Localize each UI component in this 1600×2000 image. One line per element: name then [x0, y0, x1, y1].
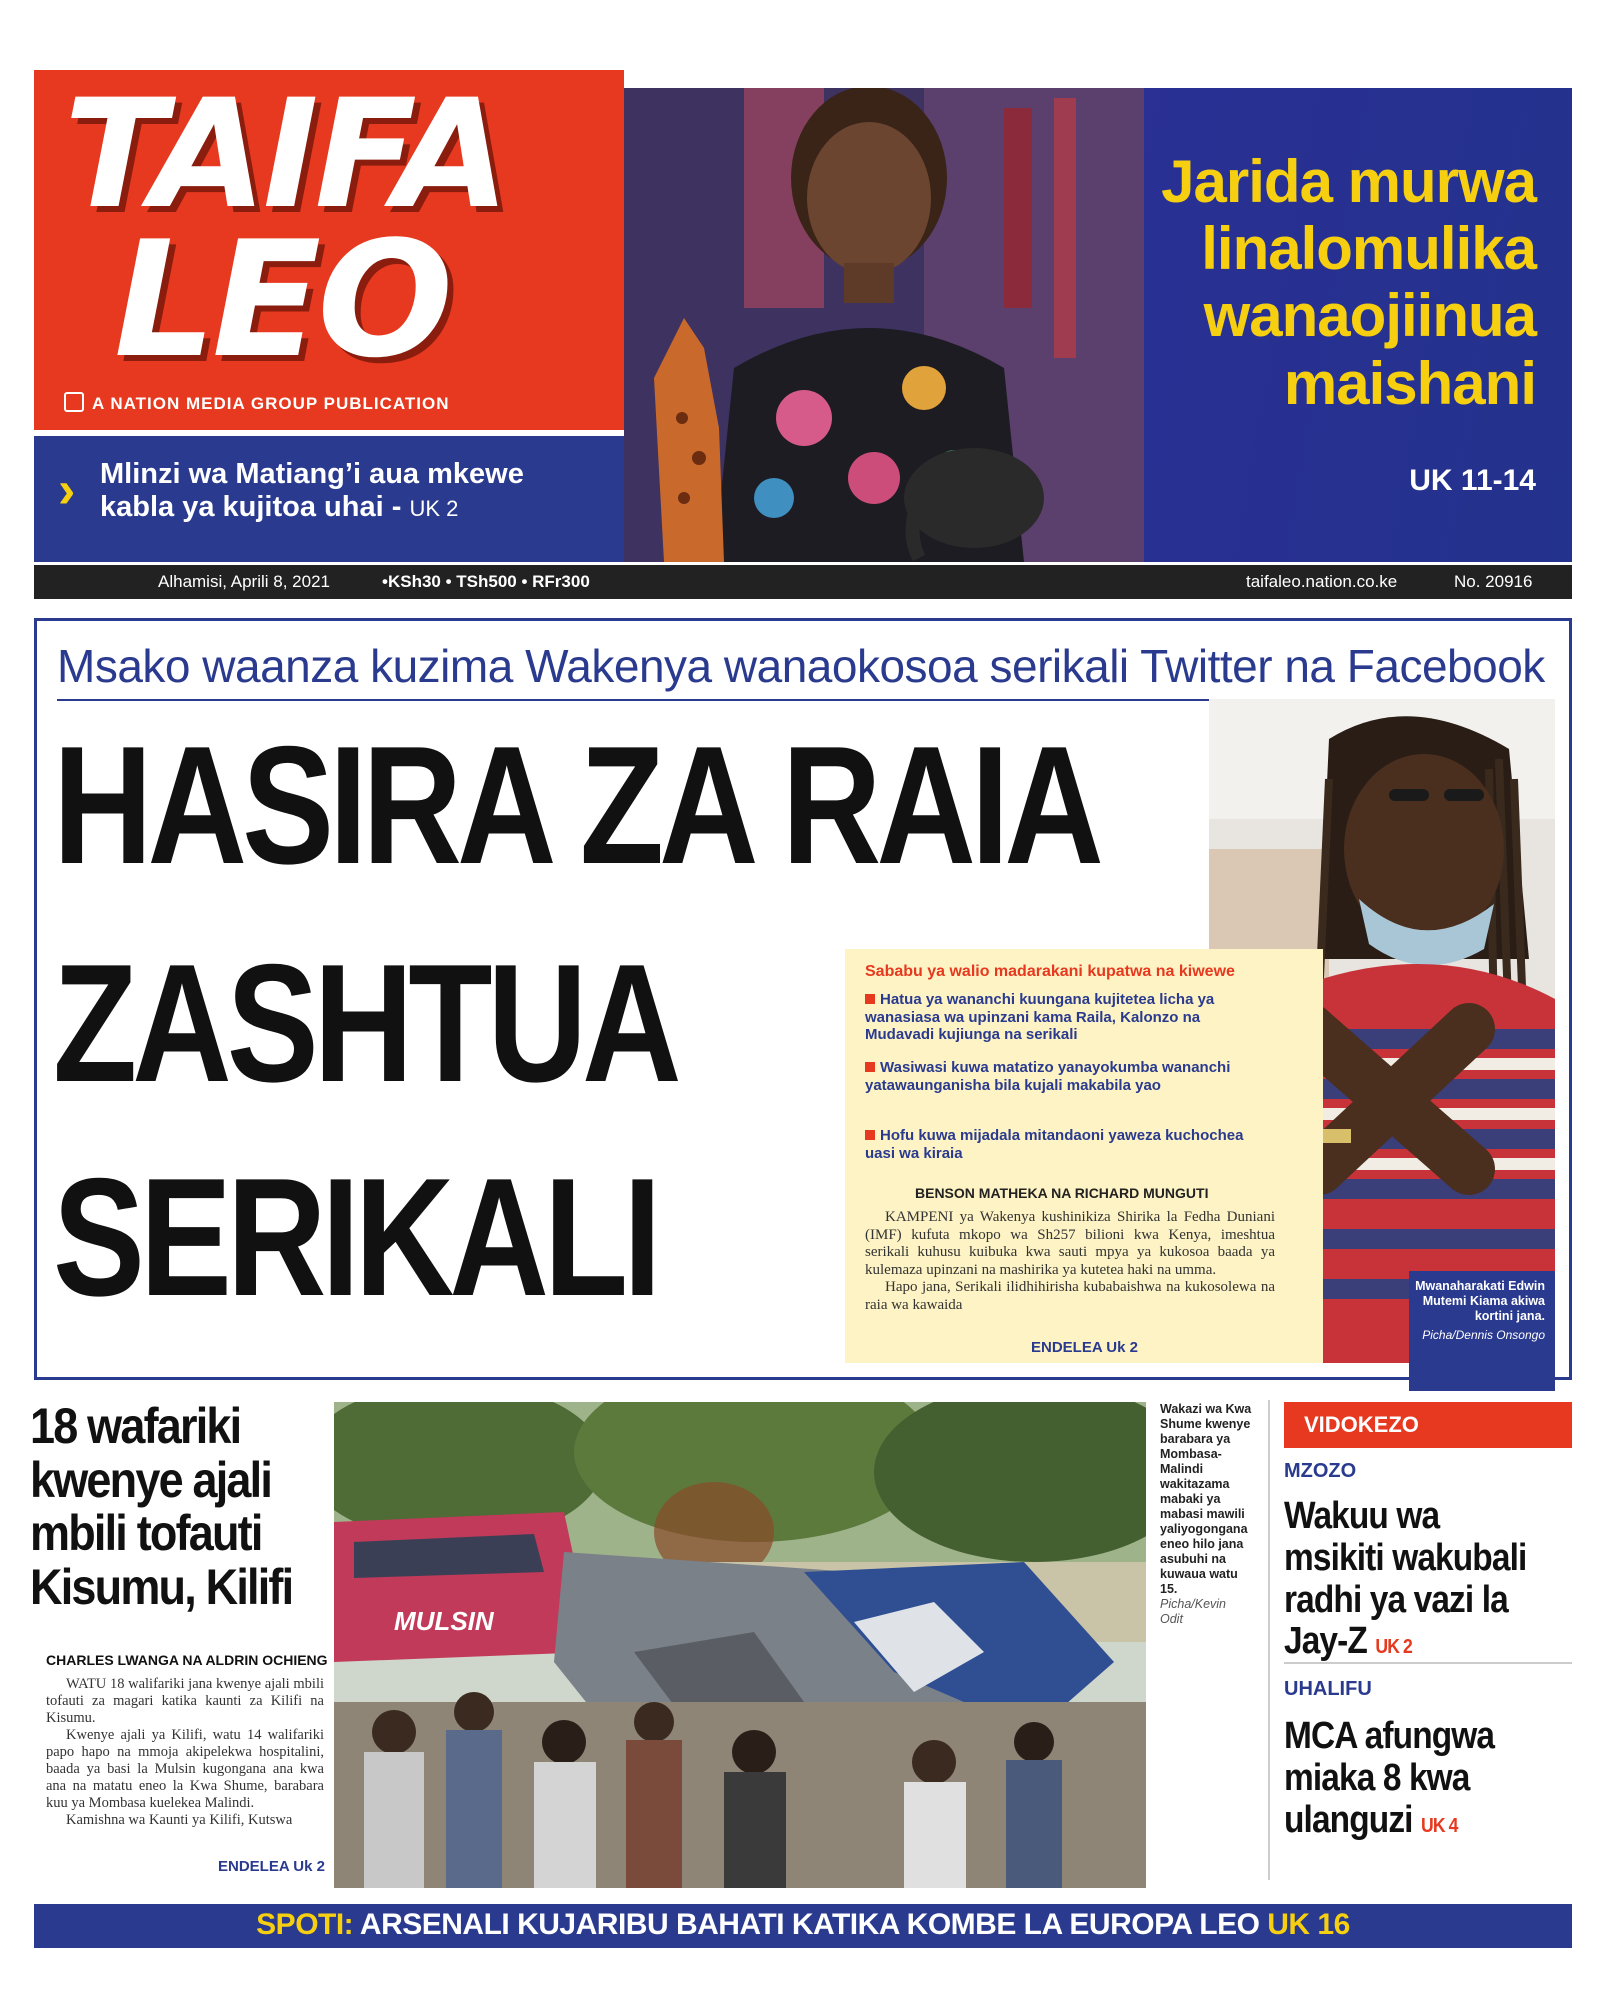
bus-lettering: MULSIN — [394, 1606, 494, 1636]
chevron-right-icon: › — [58, 461, 76, 519]
sidebox-bullet: Hatua ya wananchi kuungana kujitetea licha ya wanasiasa wa upinzani kama Raila, Kalonzo na Mudavadi kujiunga na serikali — [865, 991, 1265, 1044]
issue-date: Alhamisi, Aprili 8, 2021 — [158, 572, 330, 591]
main-body — [865, 1209, 1275, 1314]
sport-page: UK 16 — [1267, 1908, 1350, 1941]
main-continue-link[interactable]: ENDELEA Uk 2 — [1031, 1339, 1138, 1356]
masthead — [34, 70, 624, 430]
sidebox-bullet: Hofu kuwa mijadala mitandaoni yaweza kuchochea uasi wa kiraia — [865, 1127, 1265, 1162]
main-kicker: Msako waanza kuzima Wakenya wanaokosoa serikali Twitter na Facebook — [57, 640, 1545, 692]
crash-caption-text: Wakazi wa Kwa Shume kwenye barabara ya Mombasa-Malindi wakitazama mabaki ya mabasi mawili yaliyogongana eneo hilo jana asubuhi na kuwaua watu 15. — [1160, 1402, 1252, 1596]
brief-title[interactable]: MCA afungwa miaka 8 kwa ulanguzi UK 4 — [1284, 1715, 1495, 1841]
main-story — [34, 618, 1572, 1380]
story2-body — [46, 1676, 324, 1829]
headline-line2: ZASHTUA — [53, 929, 677, 1117]
sport-strip[interactable] — [34, 1904, 1572, 1948]
column-divider — [1268, 1400, 1270, 1880]
tagline-text: A NATION MEDIA GROUP PUBLICATION — [92, 394, 450, 413]
promo-headline: Jarida murwa linalomulika wanaojiinua maishani — [1161, 148, 1536, 417]
cover-prices: •KSh30 • TSh500 • RFr300 — [382, 572, 590, 591]
crash-photo-caption — [1160, 1402, 1252, 1627]
masthead-tagline — [64, 392, 450, 414]
story2-title[interactable]: 18 wafariki kwenye ajali mbili tofauti Kisumu, Kilifi — [30, 1398, 293, 1615]
story2-p3: Kamishna wa Kaunti ya Kilifi, Kutswa — [66, 1811, 293, 1828]
brief-category: MZOZO — [1284, 1460, 1357, 1482]
briefs-header: VIDOKEZO — [1284, 1402, 1572, 1448]
brief-category: UHALIFU — [1284, 1678, 1372, 1700]
issue-number: No. 20916 — [1454, 572, 1533, 591]
activist-caption — [1409, 1271, 1555, 1391]
story2-p2: Kwenye ajali ya Kilifi, watu 14 walifariki papo hapo na mmoja akipelekwa hospitalini, baada ya basi la Mulsin kugongana ana kwa ana na matatu eneo la Kwa Shume, barabara kuu ya Mombasa kuelekea Malindi. — [46, 1726, 324, 1811]
sidebox-head: Sababu ya walio madarakani kupatwa na kiwewe — [865, 963, 1235, 980]
sport-text: ARSENALI KUJARIBU BAHATI KATIKA KOMBE LA EUROPA LEO — [359, 1908, 1260, 1941]
story2-byline: CHARLES LWANGA NA ALDRIN OCHIENG — [46, 1652, 328, 1668]
sidebox-bullet: Wasiwasi kuwa matatizo yanayokumba wananchi yatawaunganisha bila kujali makabila yao — [865, 1059, 1265, 1094]
magazine-promo[interactable] — [624, 88, 1572, 562]
nation-logo-icon — [64, 392, 84, 412]
brief-page: UK 2 — [1375, 1636, 1412, 1659]
info-bar — [34, 565, 1572, 599]
teaser-text: Mlinzi wa Matiang’i aua mkewe kabla ya kujitoa uhai - UK 2 — [100, 458, 524, 524]
brief-title[interactable]: Wakuu wa msikiti wakubali radhi ya vazi la Jay-Z UK 2 — [1284, 1495, 1527, 1663]
crash-scene-photo — [334, 1402, 1146, 1888]
crash-caption-credit: Picha/Kevin Odit — [1160, 1597, 1227, 1626]
story2-p1: WATU 18 walifariki jana kwenye ajali mbili tofauti za magari katika kaunti za Kilifi na Kisumu. — [46, 1676, 324, 1726]
main-byline: BENSON MATHEKA NA RICHARD MUNGUTI — [915, 1185, 1209, 1201]
brief-page: UK 4 — [1420, 1814, 1458, 1837]
teaser-page: UK 2 — [409, 496, 459, 522]
main-body-p2: Hapo jana, Serikali ilidhihirisha kubabaishwa na kukosolewa na raia wa kawaida — [865, 1279, 1275, 1313]
main-body-p1: KAMPENI ya Wakenya kushinikiza Shirika la Fedha Duniani (IMF) kufuta mkopo wa Sh257 bilioni kwa Kenya, imeshtua serikali kuhusu kuibuka kwa sauti mpya ya kukosoa baada ya kulemaza upinzani na mashirika ya kutetea haki na umma. — [865, 1209, 1275, 1278]
masthead-title-line2: LEO — [114, 206, 450, 393]
promo-pages: UK 11-14 — [1409, 464, 1536, 497]
masthead-title-line1: TAIFA — [64, 68, 506, 242]
sport-label: SPOTI: — [256, 1908, 354, 1941]
caption-credit: Picha/Dennis Onsongo — [1422, 1328, 1545, 1342]
caption-text: Mwanaharakati Edwin Mutemi Kiama akiwa kortini jana. — [1415, 1279, 1545, 1323]
brief-divider — [1284, 1662, 1572, 1664]
headline-line3: SERIKALI — [53, 1143, 657, 1331]
headline-line1: HASIRA ZA RAIA — [53, 711, 1099, 899]
story2-continue-link[interactable]: ENDELEA Uk 2 — [218, 1858, 325, 1875]
analysis-sidebox — [845, 949, 1323, 1363]
website-link[interactable]: taifaleo.nation.co.ke — [1246, 572, 1398, 591]
teaser-box[interactable] — [34, 436, 624, 562]
